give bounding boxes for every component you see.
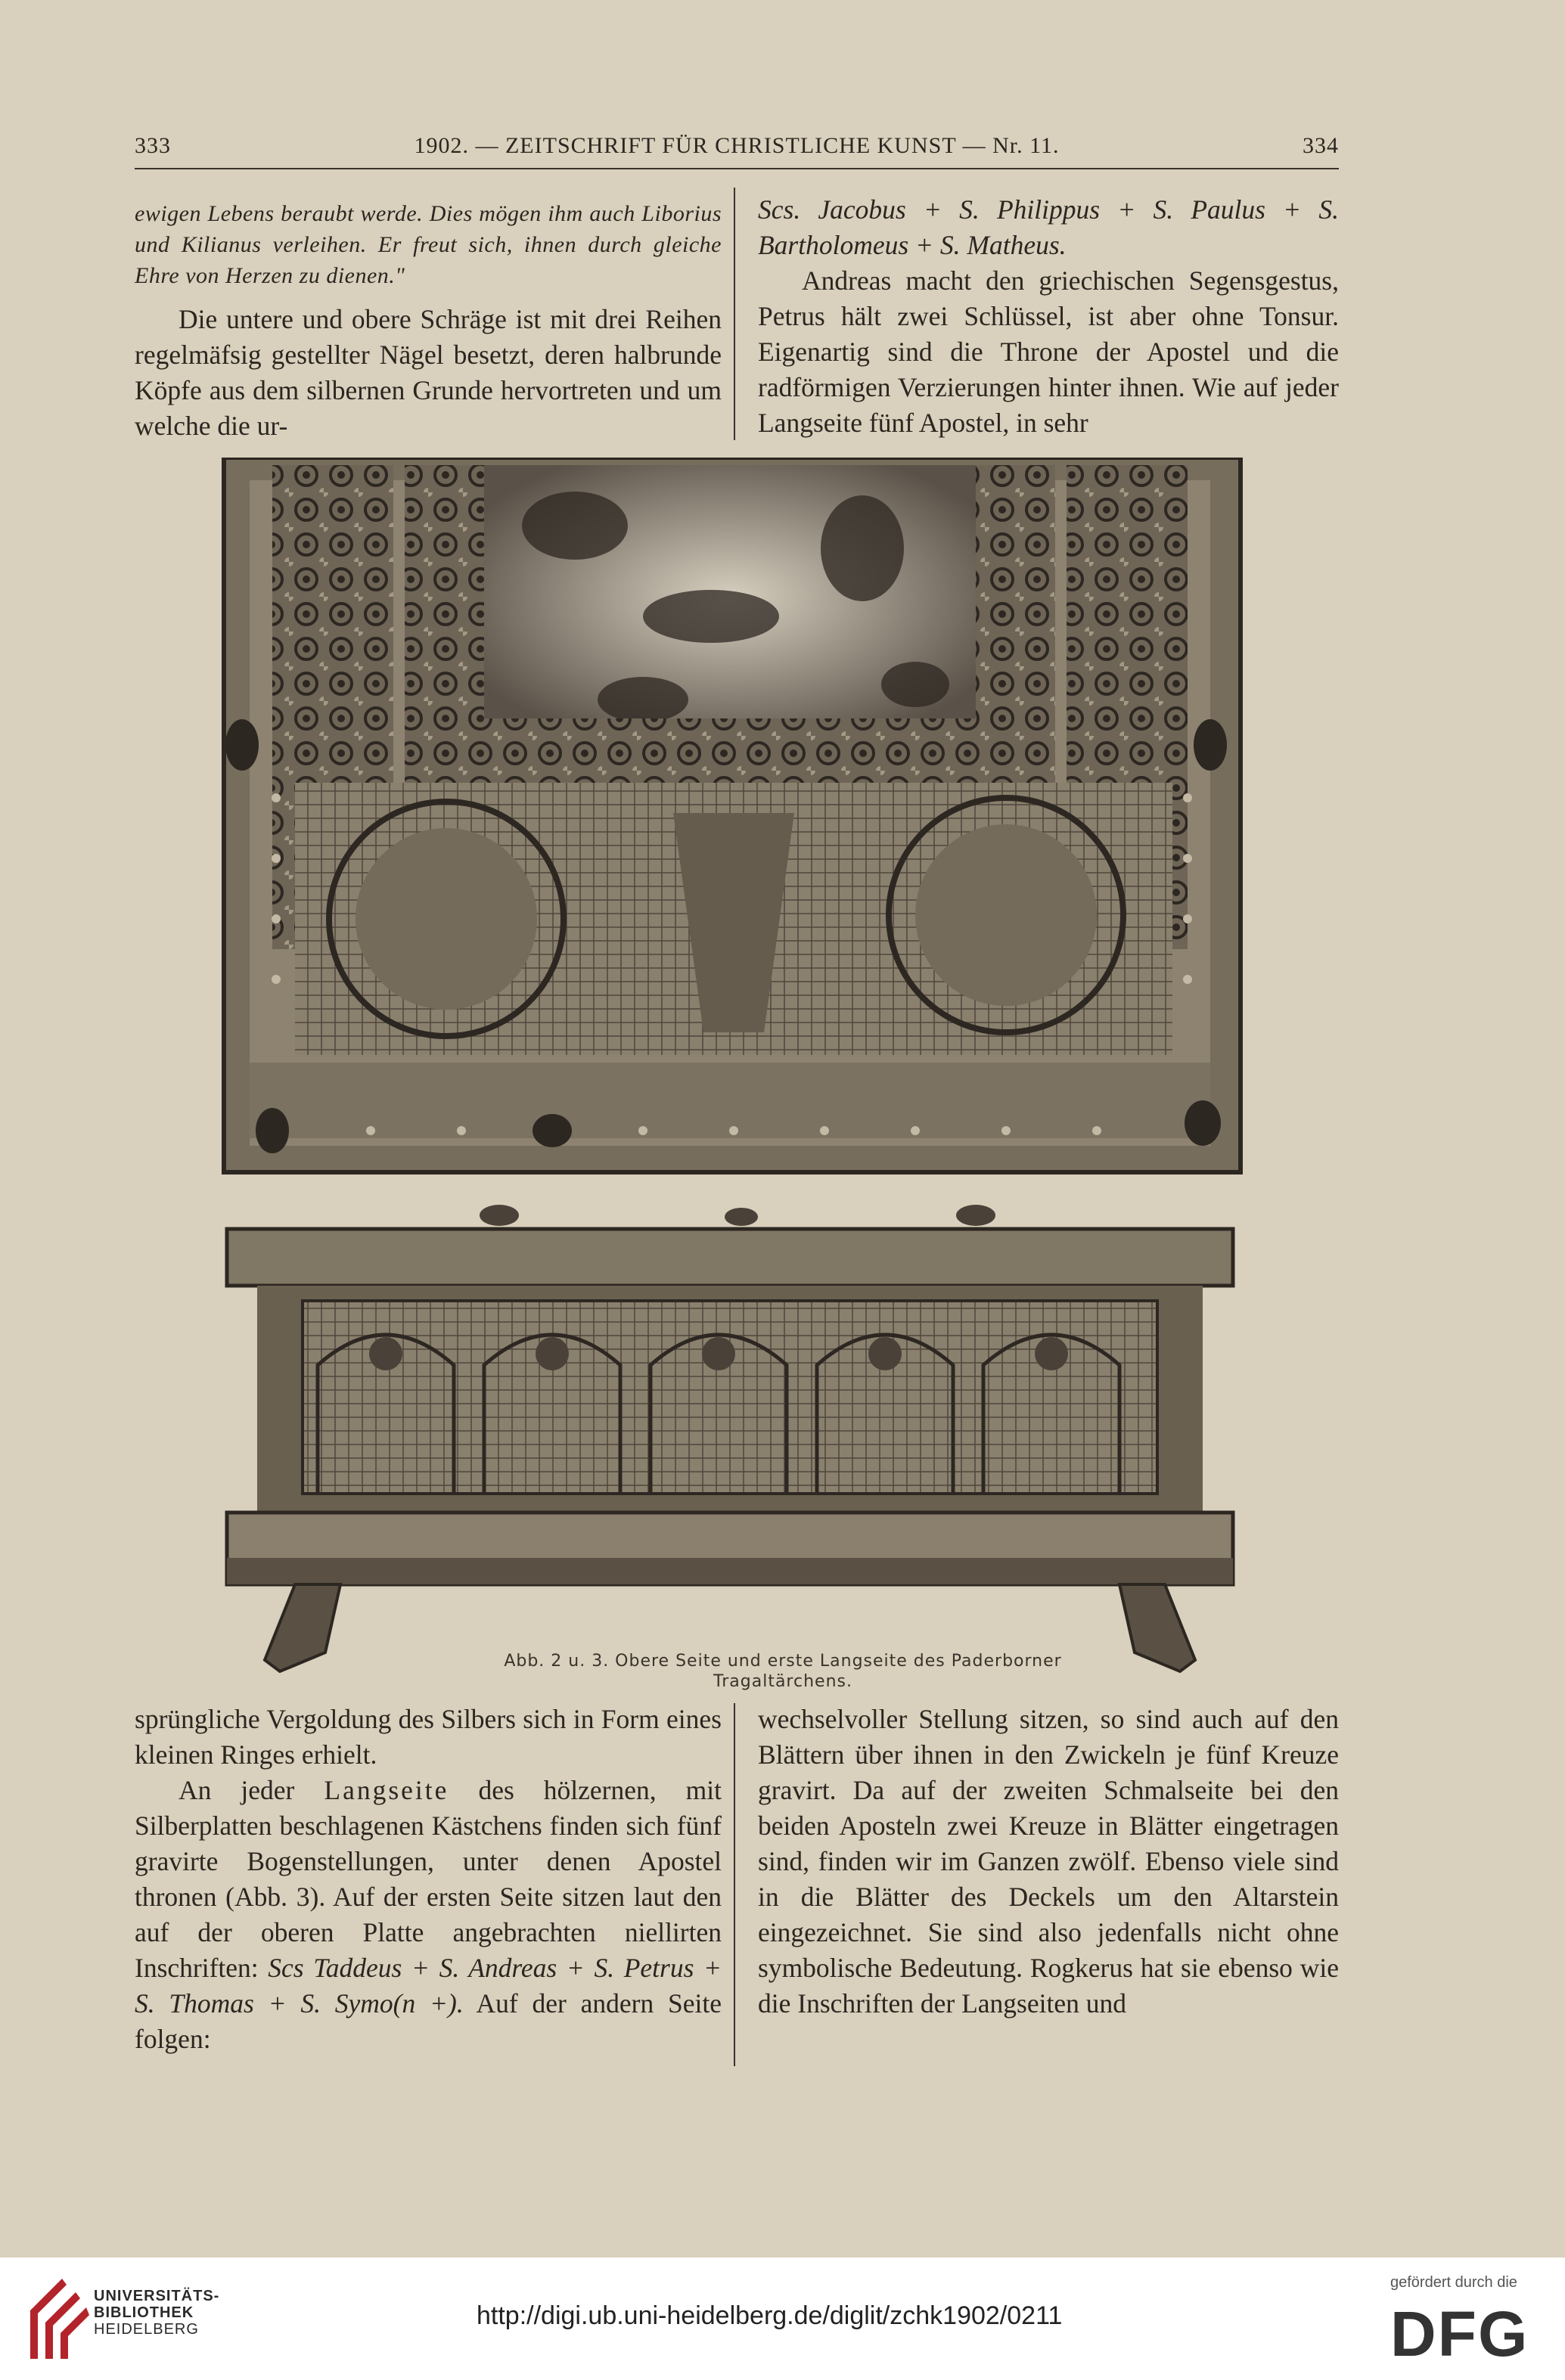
top-left-column	[135, 198, 722, 444]
apostle-names: Scs Taddeus + S. Andreas + S. Petrus + S. Thomas + S. Symo(n +).	[135, 1953, 722, 2019]
apostle-names: Scs. Jacobus + S. Philippus + S. Paulus + S. Bartholomeus + S. Matheus.	[758, 194, 1339, 260]
page-number-left: 333	[135, 133, 171, 158]
running-header	[135, 129, 1339, 166]
quote-text: ewigen Lebens beraubt werde. Dies mögen ihm auch Liborius und Kilianus verleihen. Er freut sich, ihnen durch gleiche Ehre von Herzen zu dienen."	[135, 201, 722, 288]
column-divider	[734, 1703, 735, 2066]
library-name	[94, 2288, 219, 2338]
library-name-line: UNIVERSITÄTS-	[94, 2288, 220, 2304]
paragraph-text: sprüngliche Vergoldung des Silbers sich in Form eines kleinen Ringes erhielt.	[135, 1704, 722, 1770]
paragraph-text	[135, 1773, 722, 2057]
header-rule	[135, 168, 1339, 169]
text-run: des hölzernen, mit Silberplatten beschlagenen Kästchens finden sich fünf gravirte Bogenstellungen, unter denen Apostel thronen (Abb. 3). Auf der ersten Seite sitzen laut den auf der oberen Platte angebrachten niellirten Inschriften:	[135, 1775, 722, 1983]
column-divider	[734, 188, 735, 440]
figure-caption	[424, 1651, 1142, 1692]
library-name-line: HEIDELBERG	[94, 2321, 199, 2338]
library-logo-icon	[17, 2274, 91, 2363]
paragraph-text: Die untere und obere Schräge ist mit drei Reihen regelmäfsig gestellter Nägel besetzt, deren halbrunde Köpfe aus dem silbernen Grunde hervortreten und um welche die ur-	[135, 304, 722, 441]
library-name-line: BIBLIOTHEK	[94, 2304, 194, 2321]
caption-line: Abb. 2 u. 3. Obere Seite und erste Langseite des Paderborner	[504, 1652, 1062, 1671]
top-right-column	[758, 192, 1339, 441]
top-plate	[224, 458, 1241, 1172]
spaced-term: Langseite	[324, 1775, 449, 1805]
dfg-logo-text: DFG	[1390, 2298, 1529, 2365]
text-run: An jeder	[179, 1775, 295, 1805]
text-run: Auf der andern Seite folgen:	[135, 1988, 722, 2054]
caption-line: Tragaltärchens.	[713, 1672, 852, 1691]
paragraph-text: Andreas macht den griechischen Segensgestus, Petrus hält zwei Schlüssel, ist aber ohne Tonsur. Eigenartig sind die Throne der Apostel und die radförmigen Verzierungen hinter ihnen. Wie auf jeder Langseite fünf Apostel, in sehr	[758, 265, 1339, 438]
paragraph-text: wechselvoller Stellung sitzen, so sind auch auf den Blättern über ihnen in den Zwickeln je fünf Kreuze gravirt. Da auf der zweiten Schmalseite bei den beiden Aposteln zwei Kreuze in Blätter eingetragen sind, finden wir im Ganzen zwölf. Ebenso viele sind in die Blätter des Deckels um den Altarstein eingezeichnet. Sie sind also jedenfalls nicht ohne symbolische Bedeutung. Rogkerus hat sie ebenso wie die Inschriften der Langseiten und	[758, 1704, 1339, 2019]
bottom-right-column	[758, 1702, 1339, 2022]
dfg-logo-icon	[1390, 2297, 1542, 2365]
journal-title: 1902. — ZEITSCHRIFT FÜR CHRISTLICHE KUNST — Nr. 11.	[414, 133, 1060, 158]
page-number-right: 334	[1303, 133, 1339, 158]
casket-long-side	[227, 1205, 1233, 1671]
altar-photograph	[219, 458, 1248, 1683]
bottom-left-column	[135, 1702, 722, 2057]
source-url-link[interactable]: http://digi.ub.uni-heidelberg.de/diglit/zchk1902/0211	[477, 2301, 1063, 2330]
digitization-footer	[0, 2257, 1565, 2380]
funded-by-label: gefördert durch die	[1390, 2274, 1517, 2291]
